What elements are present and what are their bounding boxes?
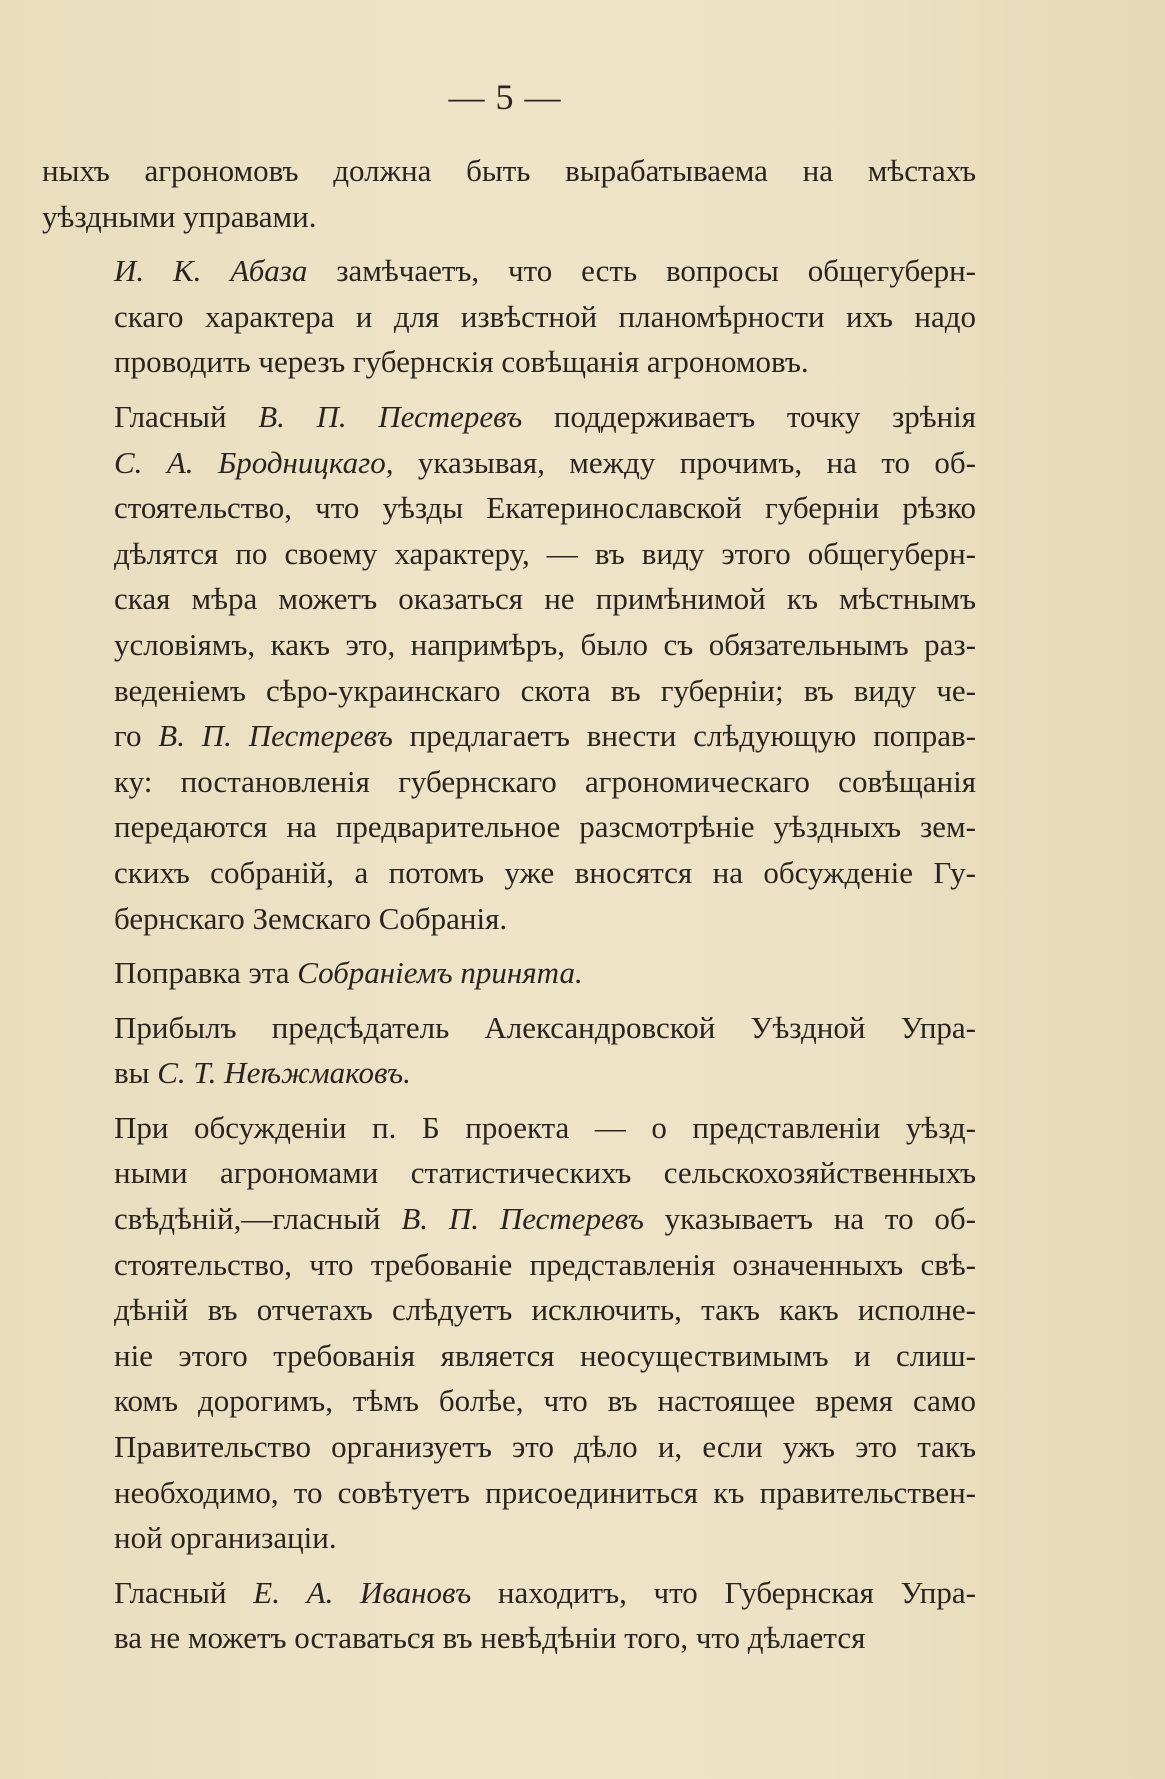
text-line: [114, 1005, 976, 1051]
text-line: [114, 531, 976, 577]
text-run: ными агрономами статистическихъ сельскохозяйственныхъ: [114, 1155, 976, 1191]
text-run: вы: [114, 1055, 158, 1091]
paragraph: [42, 1105, 976, 1561]
paragraph: [42, 1005, 976, 1096]
text-line: [114, 1378, 976, 1424]
text-run: го: [114, 718, 159, 754]
text-run: указываетъ на то об-: [643, 1201, 976, 1237]
text-run: дѣлятся по своему характеру, — въ виду этого общегуберн-: [114, 535, 976, 571]
text-run: ніе этого требованія является неосуществимымъ и слиш-: [114, 1337, 976, 1373]
text-line: [114, 1287, 976, 1333]
text-run: При обсужденіи п. Б проекта — о представленіи уѣзд-: [114, 1109, 976, 1145]
italic-name: С. А. Бродницкаго,: [114, 444, 394, 480]
paragraph: [42, 950, 976, 996]
text-run: комъ дорогимъ, тѣмъ болѣе, что въ настоящее время само: [114, 1383, 976, 1419]
text-line: [114, 1424, 976, 1470]
text-line: [114, 1105, 976, 1151]
text-line: [42, 194, 976, 240]
page-number: — 5 —: [448, 77, 562, 117]
text-run: веденіемъ сѣро-украинскаго скота въ губерніи; въ виду че-: [114, 672, 976, 708]
text-run: скихъ собраній, а потомъ уже вносятся на обсужденіе Гу-: [114, 854, 976, 890]
paragraph: [42, 1570, 976, 1661]
text-run: уѣздными управами.: [42, 198, 317, 234]
text-line: [114, 440, 976, 486]
text-line: [114, 1150, 976, 1196]
text-line: [114, 1333, 976, 1379]
text-run: скаго характера и для извѣстной планомѣрности ихъ надо: [114, 298, 976, 334]
text-run: предлагаетъ внести слѣдующую поправ-: [392, 718, 976, 754]
text-run: стоятельство, что требованіе представленія означенныхъ свѣ-: [114, 1246, 976, 1282]
text-run: стоятельство, что уѣзды Екатеринославской губерніи рѣзко: [114, 490, 976, 526]
text-run: указывая, между прочимъ, на то об-: [393, 444, 976, 480]
text-run: дѣній въ отчетахъ слѣдуетъ исключить, такъ какъ исполне-: [114, 1292, 976, 1328]
text-run: Поправка эта: [114, 955, 298, 991]
text-line: [114, 804, 976, 850]
text-run: проводить черезъ губернскія совѣщанія агрономовъ.: [114, 344, 809, 380]
text-run: ская мѣра можетъ оказаться не примѣнимой къ мѣстнымъ: [114, 581, 976, 617]
text-run: замѣчаетъ, что есть вопросы общегуберн-: [307, 253, 977, 289]
text-run: передаются на предварительное разсмотрѣніе уѣздныхъ зем-: [114, 809, 976, 845]
text-run: ва не можетъ оставаться въ невѣдѣніи того, что дѣлается: [114, 1620, 866, 1656]
text-run: Гласный: [114, 398, 259, 434]
text-run: находитъ, что Губернская Упра-: [471, 1574, 976, 1610]
text-run: поддерживаетъ точку зрѣнія: [522, 398, 977, 434]
text-line: [114, 394, 976, 440]
italic-name: Собраніемъ принята.: [297, 955, 583, 991]
text-line: [114, 1050, 976, 1096]
text-line: [114, 1570, 976, 1616]
text-line: [114, 339, 976, 385]
text-line: [114, 668, 976, 714]
italic-name: Е. А. Ивановъ: [253, 1574, 472, 1610]
text-line: [42, 148, 976, 194]
text-line: [114, 850, 976, 896]
italic-name: В. П. Пестеревъ: [401, 1201, 644, 1237]
italic-name: С. Т. Неѣжмаковъ.: [157, 1055, 411, 1091]
paragraph: [42, 248, 976, 385]
text-line: [114, 294, 976, 340]
text-line: [114, 759, 976, 805]
paragraph: [42, 394, 976, 941]
text-line: [114, 713, 976, 759]
text-run: Гласный: [114, 1574, 254, 1610]
text-line: [114, 950, 976, 996]
text-line: [114, 485, 976, 531]
text-line: [114, 1615, 976, 1661]
text-run: условіямъ, какъ это, напримѣръ, было съ обязательнымъ раз-: [114, 626, 976, 662]
text-run: необходимо, то совѣтуетъ присоединиться къ правительствен-: [114, 1474, 976, 1510]
text-line: [114, 1515, 976, 1561]
text-line: [114, 1470, 976, 1516]
text-line: [114, 576, 976, 622]
text-run: ной организаціи.: [114, 1520, 337, 1556]
text-run: ныхъ агрономовъ должна быть вырабатываема на мѣстахъ: [42, 153, 976, 188]
paragraph: [42, 148, 976, 239]
italic-name: В. П. Пестеревъ: [258, 398, 523, 434]
text-run: Правительство организуетъ это дѣло и, если ужъ это такъ: [114, 1429, 976, 1465]
text-run: ку: постановленія губернскаго агрономическаго совѣщанія: [114, 763, 976, 799]
text-line: [114, 622, 976, 668]
body-text: [42, 148, 976, 1661]
text-line: [114, 1242, 976, 1288]
italic-name: В. П. Пестеревъ: [158, 718, 393, 754]
text-line: [114, 896, 976, 942]
text-line: [114, 1196, 976, 1242]
text-run: свѣдѣній,—гласный: [114, 1201, 402, 1237]
text-line: [114, 248, 976, 294]
text-run: Прибылъ предсѣдатель Александровской Уѣздной Упра-: [114, 1009, 976, 1045]
italic-name: И. К. Абаза: [114, 253, 308, 289]
text-run: бернскаго Земскаго Собранія.: [114, 900, 508, 936]
